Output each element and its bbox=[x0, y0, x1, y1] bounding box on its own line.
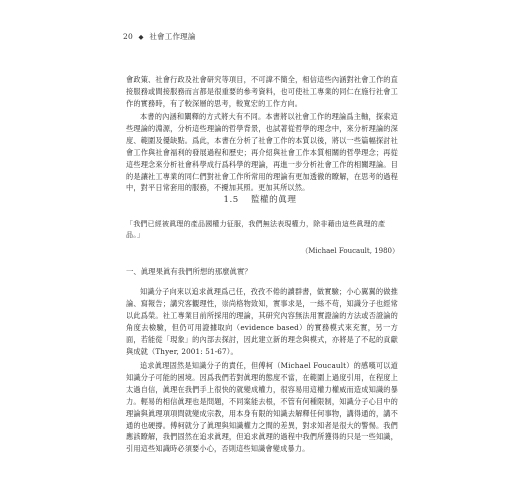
subsection-heading: 一、眞理果眞有我們所想的那麼眞實？ bbox=[126, 267, 252, 276]
paragraph-text: 本書的內涵和闡釋的方式將大有不同。本書將以社會工作的理論爲主軸，探索這些理論的淵源，分析這些理論的哲學背景，也試著從哲學的理念中，來分析理論的深度、範圍及優缺點。爲此，本書在分析了社會工作的本質以後，將以一些篇幅探討社會工作與社會福利的發展過程和歷史；再介紹與社會工作本質相關的哲學理念；再從這些理念來分析社會科學成行爲科學的理論，再進一步分析社會工作的相關理論。目的是讓社工專業的同仁們對社會工作所常用的理論有更加透徹的瞭解，在思考的過程中，對平日常套用的服務，不擾加其照。更加其所以然。 bbox=[126, 112, 398, 193]
book-title: 社會工作理論 bbox=[149, 32, 196, 41]
running-head bbox=[123, 31, 196, 42]
intro-paragraph-2 bbox=[126, 111, 398, 194]
body-paragraph-3 bbox=[126, 286, 398, 357]
paragraph-text: 知識分子向來以追求眞理爲己任，孜孜不倦的讀群書，做實驗；小心翼翼的做推論、寫報告；講究客觀理性，崇尚格物致知，實事求是，一絲不苟，知識分子也經常以此爲榮。社工專業目前所採用的理論，其研究內容無法用實證論的方法或否證論的角度去檢驗，但仍可用證據取向（evidence based）的實務模式來充實，另一方面，若能從「現象」的內部去探討，因此建立新的理念與模式，亦將是了不起的貢獻與成就（Thyer, 2001: 51-67）。 bbox=[126, 287, 398, 356]
paragraph-text: 會政策、社會行政及社會研究等項目，不可諱不簡全，相信這些內涵對社會工作的直接服務或間接服務而言都是很重要的參考資料，也可使社工專業的同仁在施行社會工作的實務時，有了較深層的思考，較寬宏的工作方向。 bbox=[126, 75, 398, 108]
epigraph-quote: 「我們已經被眞理的產品國權力征服，我們無法表現權力，除非藉由這些眞理的產品。」 bbox=[126, 220, 386, 240]
intro-paragraph-1 bbox=[126, 74, 398, 110]
section-heading bbox=[0, 193, 520, 205]
page-number: 20 bbox=[123, 32, 133, 41]
body-paragraph-4 bbox=[126, 360, 398, 455]
diamond-separator-icon: ◆ bbox=[138, 33, 144, 41]
section-title: 監權的眞理 bbox=[250, 195, 297, 205]
section-number: 1.5 bbox=[223, 195, 239, 205]
paragraph-text: 追求眞理固然是知識分子的責任，但傅柯（Michael Foucault）的感嘆可以道知識分子可能的困境。因爲我們若對眞理的態度不當，在範圍上過度引用，在程度上太過自信，眞理在我們手上很快的就變成權力，很容易用這權力權威而造成知識的暴力。輕易的相信眞理也是問題，不同案能去根，不管有何種限制，知識分子心目中的理論與眞理項項問就變成宗教，用本身有限的知識去解釋任何事物，講得通的，講不通的也硬撐。傅柯就分了眞理與知識權力之間的差異，對求知者是很大的警惕。我們應該瞭解，我們固然在追求眞理，但追求眞理的過程中我們所獲得的只是一些知識，引用這些知識時必須要小心，否則這些知識會變成暴力。 bbox=[126, 361, 398, 454]
epigraph-attribution: （Michael Foucault, 1980） bbox=[301, 247, 399, 255]
